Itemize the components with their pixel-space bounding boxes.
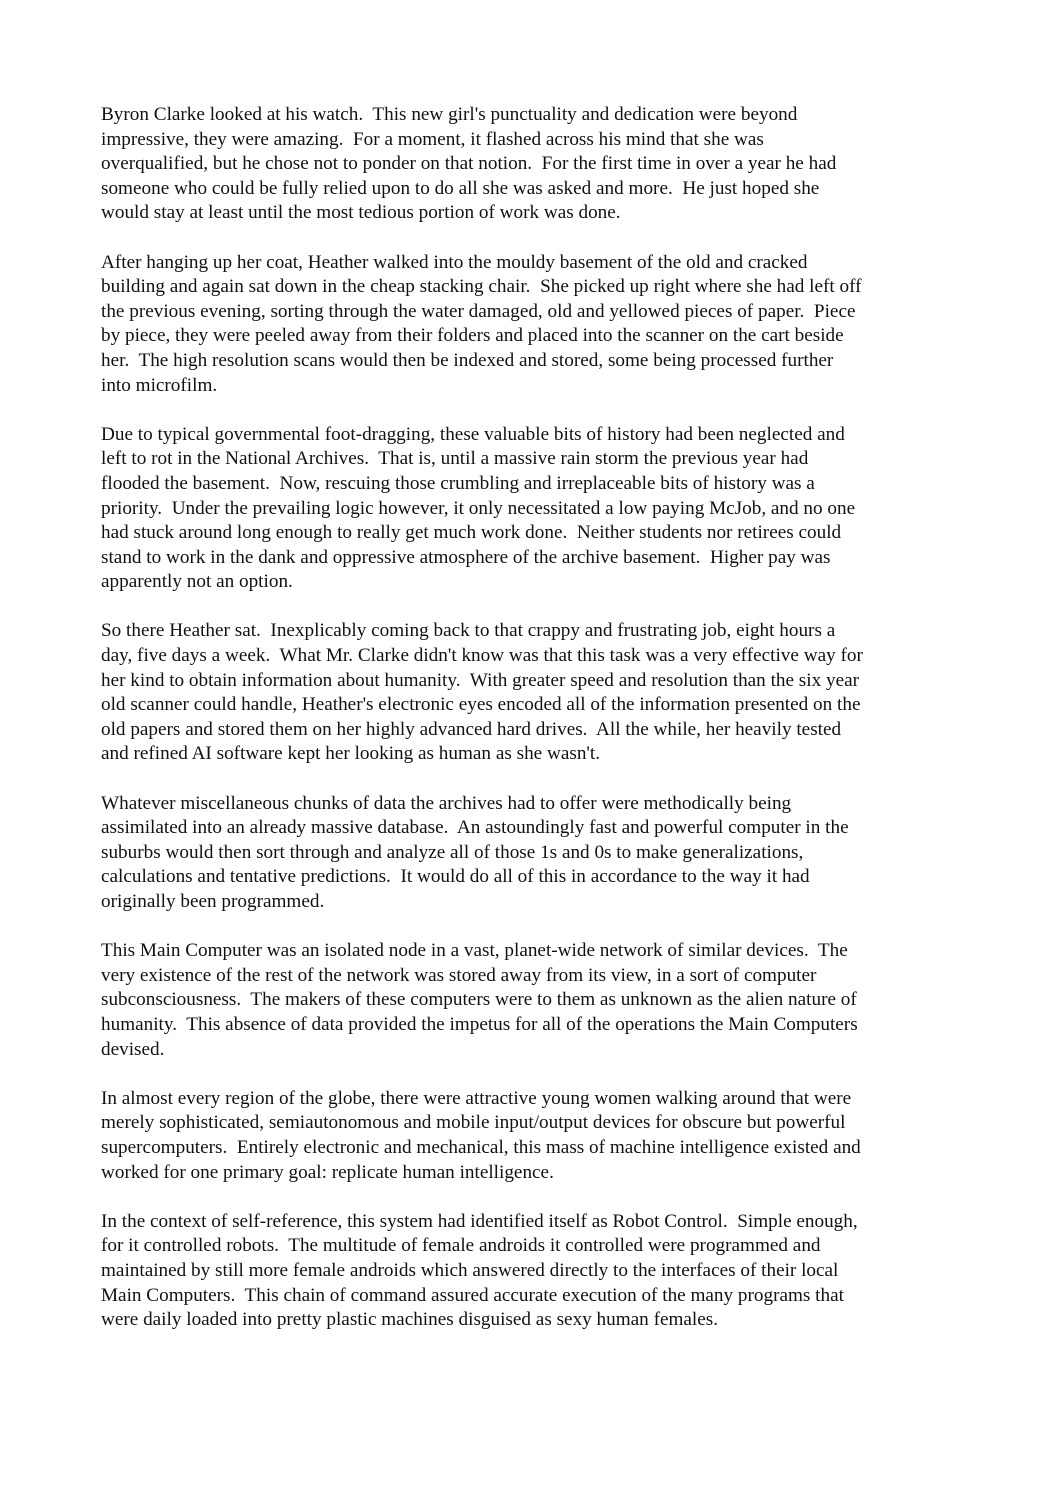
text-line: So there Heather sat. Inexplicably coming back to that crappy and frustrating job, eight hours a [101,620,836,642]
text-line: impressive, they were amazing. For a moment, it flashed across his mind that she was [101,128,764,150]
text-line: left to rot in the National Archives. That is, until a massive rain storm the previous year had [101,448,809,470]
text-line: Whatever miscellaneous chunks of data the archives had to offer were methodically being [101,792,792,814]
text-line: someone who could be fully relied upon to do all she was asked and more. He just hoped she [101,177,820,199]
text-line: calculations and tentative predictions. It would do all of this in accordance to the way it had [101,866,810,888]
text-line: by piece, they were peeled away from their folders and placed into the scanner on the cart beside [101,325,844,347]
text-line: and refined AI software kept her looking as human as she wasn't. [101,743,600,765]
text-line: her. The high resolution scans would then be indexed and stored, some being processed further [101,349,834,371]
paragraph [101,103,981,226]
text-line: In the context of self-reference, this system had identified itself as Robot Control. Simple enough, [101,1210,858,1232]
paragraph [101,939,981,1062]
paragraph [101,1210,981,1333]
text-line: maintained by still more female androids which answered directly to the interfaces of their local [101,1259,839,1281]
text-line: Due to typical governmental foot-dragging, these valuable bits of history had been neglected and [101,423,845,445]
text-line: day, five days a week. What Mr. Clarke didn't know was that this task was a very effective way for [101,645,863,667]
text-line: old papers and stored them on her highly advanced hard drives. All the while, her heavily tested [101,718,842,740]
text-line: overqualified, but he chose not to ponder on that notion. For the first time in over a year he had [101,153,837,175]
text-line: her kind to obtain information about humanity. With greater speed and resolution than the six year [101,669,860,691]
text-line: had stuck around long enough to really get much work done. Neither students nor retirees could [101,522,842,544]
text-line: would stay at least until the most tedious portion of work was done. [101,202,621,224]
text-line: were daily loaded into pretty plastic machines disguised as sexy human females. [101,1309,719,1331]
text-line: devised. [101,1038,165,1060]
text-line: very existence of the rest of the network was stored away from its view, in a sort of computer [101,964,817,986]
paragraph [101,619,981,767]
text-line: the previous evening, sorting through the water damaged, old and yellowed pieces of paper. Piece [101,300,856,322]
text-line: originally been programmed. [101,891,325,912]
text-line: old scanner could handle, Heather's electronic eyes encoded all of the information presented on the [101,694,861,716]
paragraph [101,1087,981,1185]
text-line: assimilated into an already massive database. An astoundingly fast and powerful computer in the [101,817,849,839]
text-line: suburbs would then sort through and analyze all of those 1s and 0s to make generalizations, [101,841,804,863]
paragraph [101,792,981,915]
text-line: Main Computers. This chain of command assured accurate execution of the many programs that [101,1284,844,1306]
text-line: merely sophisticated, semiautonomous and mobile input/output devices for obscure but powerful [101,1112,846,1134]
text-line: worked for one primary goal: replicate human intelligence. [101,1161,554,1183]
paragraph [101,423,981,595]
text-line: into microfilm. [101,374,218,396]
text-line: humanity. This absence of data provided the impetus for all of the operations the Main Computers [101,1013,858,1035]
text-line: subconsciousness. The makers of these computers were to them as unknown as the alien nature of [101,989,857,1011]
text-line: This Main Computer was an isolated node in a vast, planet-wide network of similar devices. The [101,940,848,962]
text-line: building and again sat down in the cheap stacking chair. She picked up right where she had left off [101,276,862,298]
text-line: for it controlled robots. The multitude of female androids it controlled were programmed and [101,1235,821,1257]
text-line: In almost every region of the globe, there were attractive young women walking around that were [101,1087,852,1109]
document-page [101,103,981,1357]
text-line: supercomputers. Entirely electronic and mechanical, this mass of machine intelligence existed and [101,1136,861,1158]
text-line: priority. Under the prevailing logic however, it only necessitated a low paying McJob, and no one [101,497,856,519]
text-line: After hanging up her coat, Heather walked into the mouldy basement of the old and cracked [101,251,808,273]
text-line: stand to work in the dank and oppressive atmosphere of the archive basement. Higher pay was [101,546,831,568]
text-line: apparently not an option. [101,571,293,593]
text-line: flooded the basement. Now, rescuing those crumbling and irreplaceable bits of history was a [101,472,815,494]
paragraph [101,251,981,399]
text-line: Byron Clarke looked at his watch. This new girl's punctuality and dedication were beyond [101,104,798,125]
